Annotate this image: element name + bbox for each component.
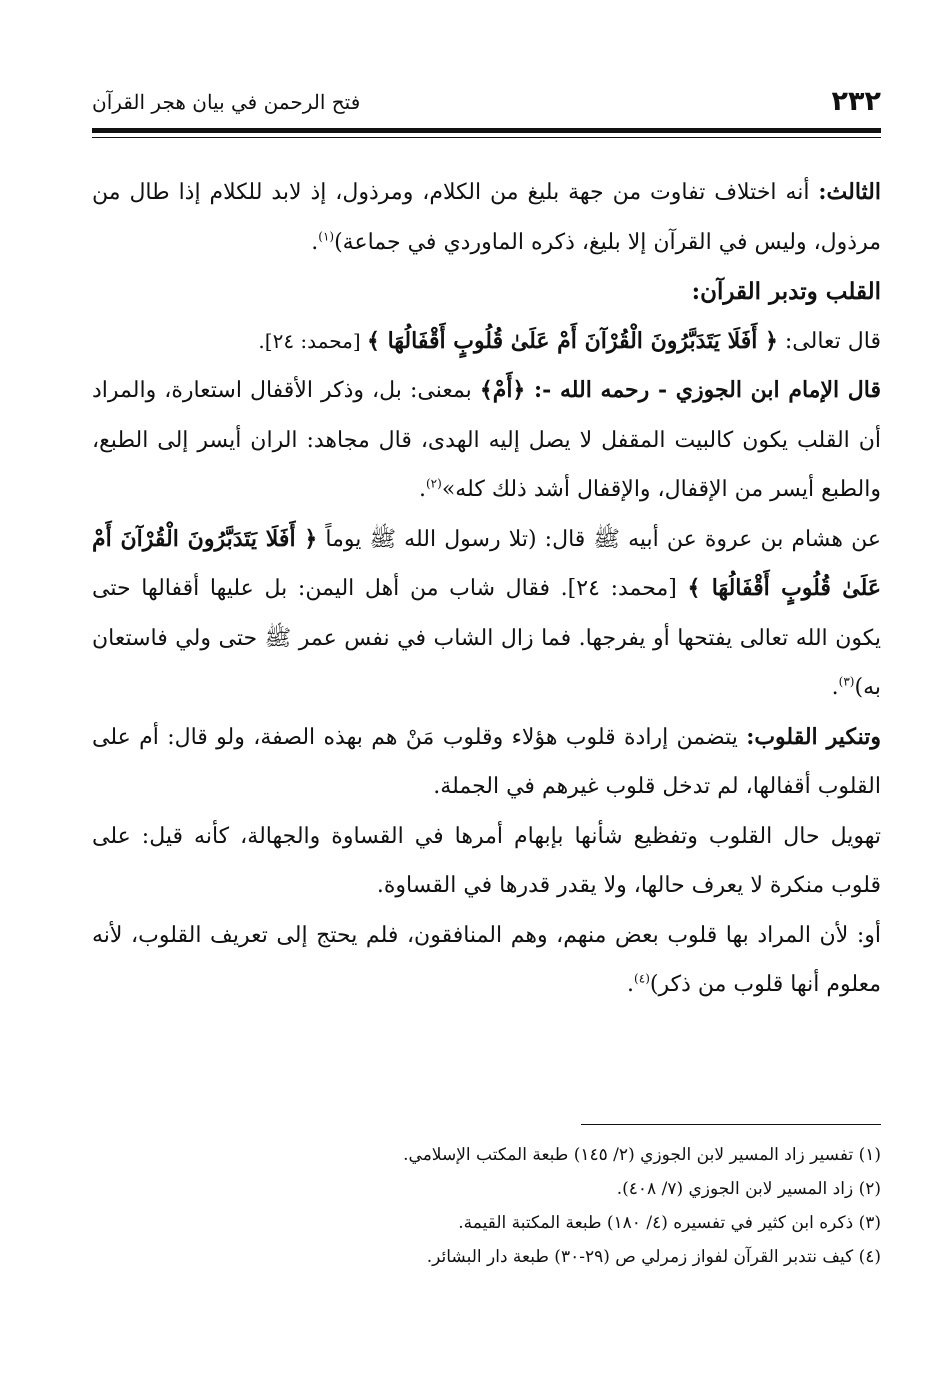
paragraph-hisham-narration [92, 515, 881, 713]
footnote-ref-3: (٣) [838, 674, 855, 689]
paragraph-text: أو: لأن المراد بها قلوب بعض منهم، وهم المنافقون، فلم يحتج إلى تعريف القلوب، لأنه معلوم أنها قلوب من ذكر) [92, 922, 881, 997]
paragraph-lead: قال الإمام ابن الجوزي - رحمه الله -: [534, 377, 881, 403]
header-rule-thick [92, 128, 881, 133]
footnote-ref-4: (٤) [634, 971, 650, 986]
paragraph-end: . [831, 675, 839, 700]
footnote-ref-2: (٢) [425, 476, 442, 491]
page-number: ٢٣٢ [831, 86, 881, 117]
paragraph-magnification [92, 812, 881, 911]
quran-verse: ﴿ أَفَلَا يَتَدَبَّرُونَ الْقُرْآنَ أَمْ عَلَىٰ قُلُوبٍ أَقْفَالُهَا ﴾ [367, 327, 778, 354]
paragraph-end: . [418, 477, 426, 502]
paragraph-lead: قال تعالى: [777, 328, 881, 354]
page-header [92, 82, 881, 130]
footnote-1: (١) تفسير زاد المسير لابن الجوزي (٢/ ١٤٥) طبعة المكتب الإسلامي. [403, 1145, 881, 1165]
section-heading: القلب وتدبر القرآن: [691, 278, 881, 305]
quran-word: ﴿أَمْ﴾ [479, 377, 535, 403]
body-text [92, 168, 881, 1010]
footnote-separator [581, 1124, 881, 1125]
verse-source: [محمد: ٢٤]. [258, 328, 368, 353]
footnote-4: (٤) كيف نتدبر القرآن لفواز زمرلي ص (٢٩-٣٠) طبعة دار البشائر. [426, 1247, 881, 1267]
footnote-2: (٢) زاد المسير لابن الجوزي (٧/ ٤٠٨). [616, 1179, 881, 1199]
quran-verse: ﴿ أَفَلَا يَتَدَبَّرُونَ الْقُرْآنَ أَمْ عَلَىٰ قُلُوبٍ أَقْفَالُهَا ﴾ [92, 525, 882, 601]
paragraph-quran-verse [92, 317, 881, 367]
paragraph-lead: وتنكير القلوب: [746, 723, 881, 750]
paragraph-text: يتضمن إرادة قلوب هؤلاء وقلوب مَنْ هم بهذه الصفة، ولو قال: أم على القلوب أقفالها، لم تدخل قلوب غيرهم في الجملة. [92, 724, 881, 799]
paragraph-end: . [627, 972, 635, 997]
paragraph-text: بمعنى: بل، وذكر الأقفال استعارة، والمراد أن القلب يكون كالبيت المقفل لا يصل إليه الهدى، قال مجاهد: الران أيسر إلى الطبع، والطبع أيسر من الإقفال، والإقفال أشد ذلك كله» [92, 378, 881, 502]
paragraph-end: . [311, 229, 319, 255]
footnote-ref-1: (١) [318, 229, 335, 244]
paragraph-text-continued: [محمد: ٢٤]. فقال شاب من أهل اليمن: بل عليها أقفالها حتى يكون الله تعالى يفتحها أو يفرجها. فما زال الشاب في نفس عمر ﷺ حتى ولي فاستعان به) [92, 576, 881, 700]
footnote-3: (٣) ذكره ابن كثير في تفسيره (٤/ ١٨٠) طبعة المكتبة القيمة. [458, 1213, 881, 1233]
paragraph-text: عن هشام بن عروة عن أبيه ﷺ قال: (تلا رسول الله ﷺ يوماً [317, 526, 881, 552]
paragraph-indefinite-hearts [92, 713, 881, 812]
paragraph-text: أنه اختلاف تفاوت من جهة بليغ من الكلام، ومرذول، إذ لابد للكلام إذا طال من مرذول، وليس في القرآن إلا بليغ، ذكره الماوردي في جماعة) [92, 180, 881, 255]
paragraph-lead: الثالث: [818, 179, 881, 205]
paragraph-hypocrites [92, 911, 881, 1010]
paragraph-third-point [92, 168, 881, 267]
header-rule-thin [92, 137, 881, 138]
paragraph-ibn-al-jawzi [92, 366, 881, 515]
paragraph-text: تهويل حال القلوب وتفظيع شأنها بإبهام أمرها في القساوة والجهالة، كأنه قيل: على قلوب منكرة لا يعرف حالها، ولا يقدر قدرها في القساوة. [92, 823, 881, 898]
running-title: فتح الرحمن في بيان هجر القرآن [92, 90, 361, 114]
footnotes [92, 1138, 881, 1274]
